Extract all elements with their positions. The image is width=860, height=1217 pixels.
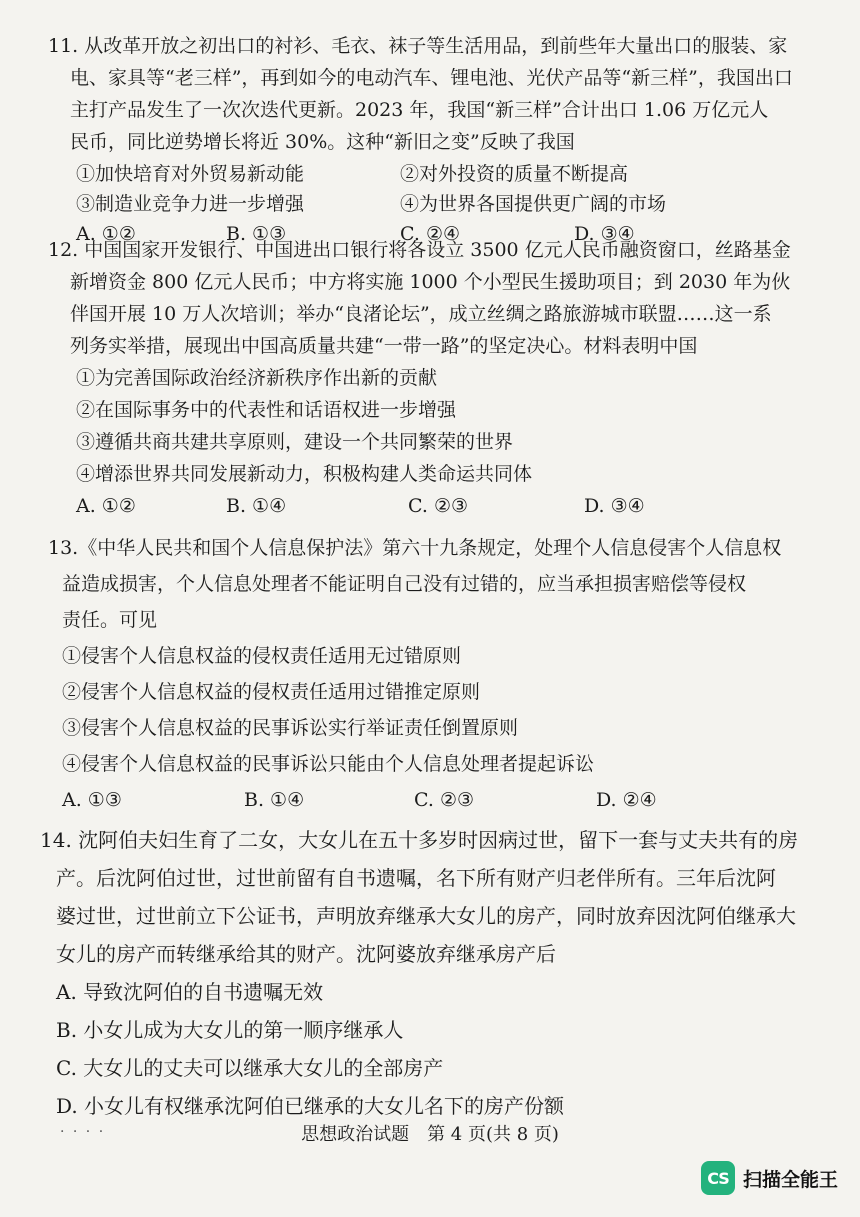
- q11-line-3: 主打产品发生了一次次迭代更新。2023 年，我国“新三样”合计出口 1.06 万亿元人: [70, 99, 769, 121]
- q14-option-d: D. 小女儿有权继承沈阿伯已继承的大女儿名下的房产份额: [56, 1094, 565, 1118]
- q13-item-4: ④侵害个人信息权益的民事诉讼只能由个人信息处理者提起诉讼: [62, 753, 595, 775]
- scanner-app-name: 扫描全能王: [742, 1168, 838, 1191]
- page-footer: 思想政治试题 第 4 页(共 8 页): [301, 1124, 559, 1145]
- footer-left-mark: · · · ·: [60, 1124, 106, 1140]
- q12-item-4: ④增添世界共同发展新动力，积极构建人类命运共同体: [76, 463, 533, 485]
- q11-option-a: A. ①②: [76, 223, 136, 245]
- q14-option-a: A. 导致沈阿伯的自书遗嘱无效: [56, 980, 324, 1004]
- q12-option-d: D. ③④: [584, 495, 645, 517]
- q11-item-3: ③制造业竞争力进一步增强: [76, 193, 305, 215]
- q13-item-1: ①侵害个人信息权益的侵权责任适用无过错原则: [62, 645, 462, 667]
- q11-line-4: 民币，同比逆势增长将近 30%。这种“新旧之变”反映了我国: [70, 131, 575, 153]
- q13-item-2: ②侵害个人信息权益的侵权责任适用过错推定原则: [62, 681, 481, 703]
- q11-line-1: 11. 从改革开放之初出口的衬衫、毛衣、袜子等生活用品，到前些年大量出口的服装、家: [48, 35, 788, 57]
- q14-line-1: 14. 沈阿伯夫妇生育了二女，大女儿在五十多岁时因病过世，留下一套与丈夫共有的房: [40, 828, 799, 852]
- q14-line-3: 婆过世，过世前立下公证书，声明放弃继承大女儿的房产，同时放弃因沈阿伯继承大: [56, 904, 796, 928]
- q14-option-c: C. 大女儿的丈夫可以继承大女儿的全部房产: [56, 1056, 444, 1080]
- q12-line-3: 伴国开展 10 万人次培训；举办“良渚论坛”，成立丝绸之路旅游城市联盟……这一系: [70, 303, 772, 325]
- q13-line-1: 13.《中华人民共和国个人信息保护法》第六十九条规定，处理个人信息侵害个人信息权: [48, 537, 782, 559]
- q12-item-3: ③遵循共商共建共享原则，建设一个共同繁荣的世界: [76, 431, 514, 453]
- q12-line-1: 12. 中国国家开发银行、中国进出口银行将各设立 3500 亿元人民币融资窗口，丝路基金: [48, 239, 791, 261]
- q12-option-b: B. ①④: [226, 495, 287, 517]
- cs-logo-icon: CS: [701, 1161, 735, 1195]
- q12-item-1: ①为完善国际政治经济新秩序作出新的贡献: [76, 367, 438, 389]
- q13-option-d: D. ②④: [596, 789, 657, 811]
- q14-option-b: B. 小女儿成为大女儿的第一顺序继承人: [56, 1018, 404, 1042]
- q11-item-1: ①加快培育对外贸易新动能: [76, 163, 305, 185]
- q13-item-3: ③侵害个人信息权益的民事诉讼实行举证责任倒置原则: [62, 717, 519, 739]
- q12-option-a: A. ①②: [76, 495, 136, 517]
- q11-option-d: D. ③④: [574, 223, 635, 245]
- q11-item-2: ②对外投资的质量不断提高: [400, 163, 629, 185]
- q13-line-3: 责任。可见: [62, 609, 158, 631]
- scanner-watermark: [701, 1161, 838, 1195]
- q12-line-4: 列务实举措，展现出中国高质量共建“一带一路”的坚定决心。材料表明中国: [70, 335, 698, 357]
- q12-item-2: ②在国际事务中的代表性和话语权进一步增强: [76, 399, 457, 421]
- q11-line-2: 电、家具等“老三样”，再到如今的电动汽车、锂电池、光伏产品等“新三样”，我国出口: [70, 67, 793, 89]
- q11-item-4: ④为世界各国提供更广阔的市场: [400, 193, 667, 215]
- q13-option-c: C. ②③: [414, 789, 475, 811]
- q12-line-2: 新增资金 800 亿元人民币；中方将实施 1000 个小型民生援助项目；到 2030 年为伙: [70, 271, 791, 293]
- q12-option-c: C. ②③: [408, 495, 469, 517]
- q13-option-a: A. ①③: [62, 789, 122, 811]
- q14-line-4: 女儿的房产而转继承给其的财产。沈阿婆放弃继承房产后: [56, 942, 556, 966]
- q13-line-2: 益造成损害，个人信息处理者不能证明自己没有过错的，应当承担损害赔偿等侵权: [62, 573, 747, 595]
- q11-option-b: B. ①③: [226, 223, 287, 245]
- q14-line-2: 产。后沈阿伯过世，过世前留有自书遗嘱，名下所有财产归老伴所有。三年后沈阿: [56, 866, 776, 890]
- q13-option-b: B. ①④: [244, 789, 305, 811]
- q11-option-c: C. ②④: [400, 223, 461, 245]
